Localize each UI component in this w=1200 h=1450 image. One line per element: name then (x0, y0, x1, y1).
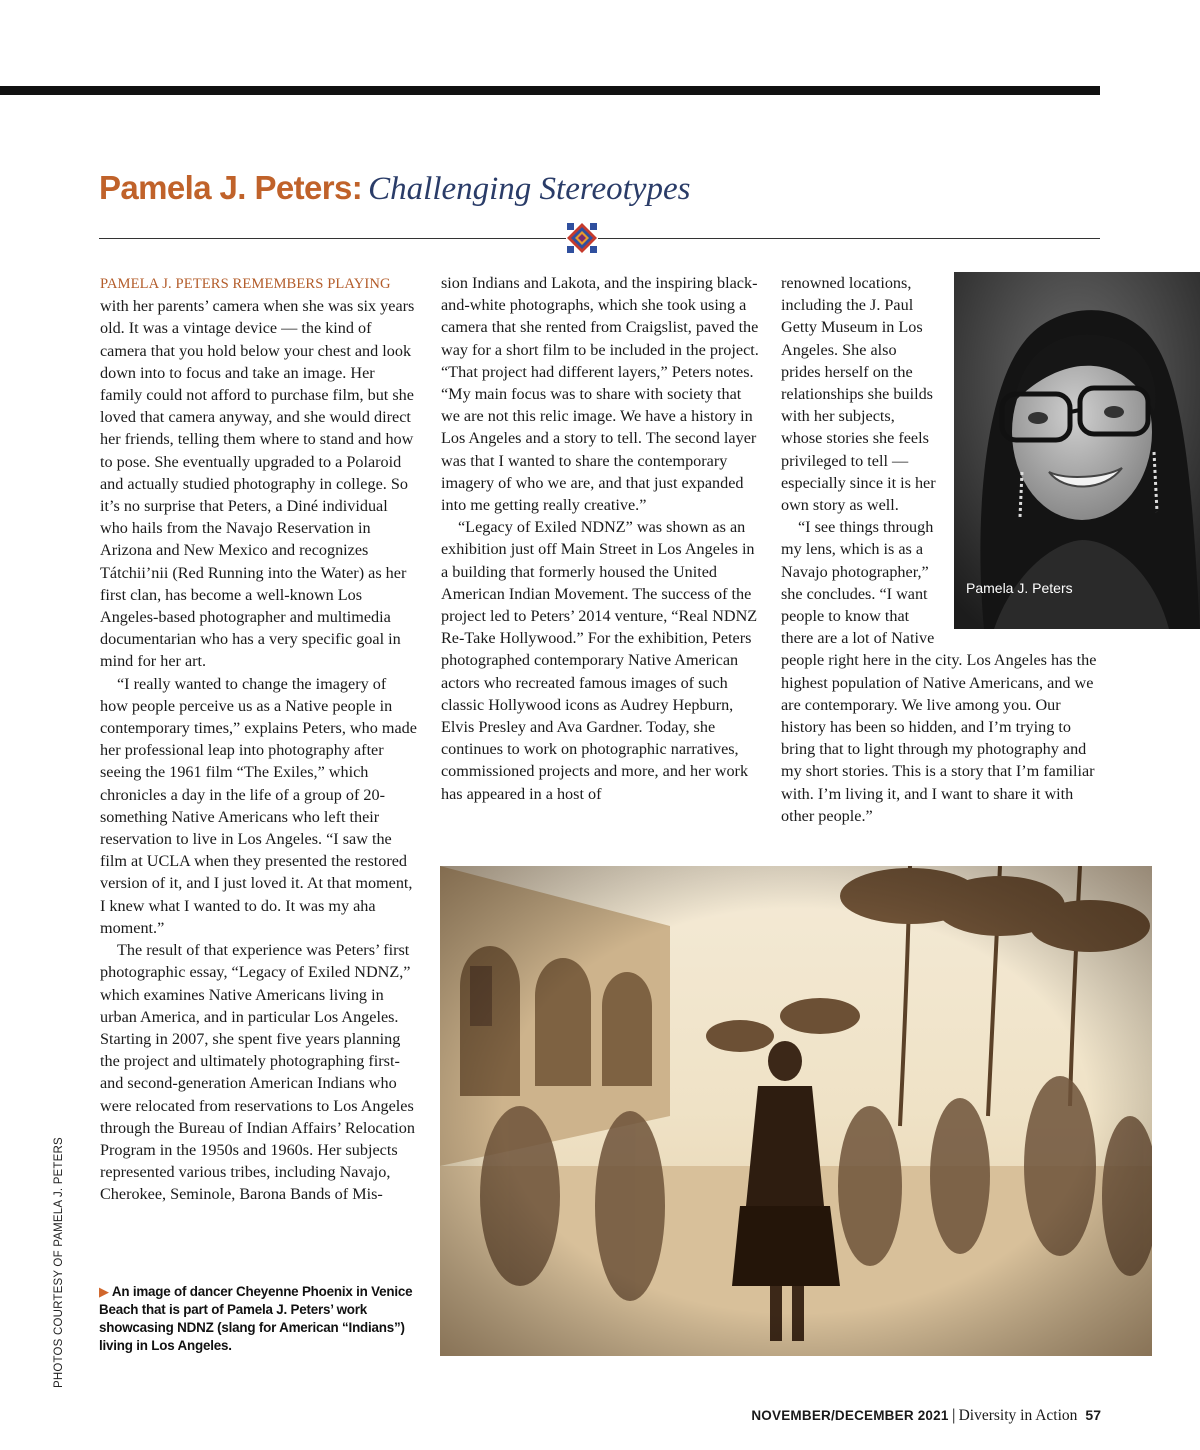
col2-paragraph-1: sion Indians and Lakota, and the inspiring black-and-white photographs, which she took using a camera that she rented from Craigslist, paved the way for a short film to be included in the project. “That project had different layers,” Peters notes. “My main focus was to share with society that we are not this relic image. We have a history in Los Angeles and a story to tell. The second layer was that I wanted to share the contemporary imagery of who we are, and that just expanded into me getting really creative.” (441, 274, 759, 515)
title-rule (99, 238, 1100, 239)
col1-paragraph-3: The result of that experience was Peters’ first photographic essay, “Legacy of Exiled NDNZ,” which examines Native Americans living in urban America, and in particular Los Angeles. Starting in 2007, she spent five years planning the project and ultimately photographing first- and second-generation American Indians who were relocated from reservations to Los Angeles through the Bureau of Indian Affairs’ Relocation Program in the 1950s and 1960s. Her subjects represented various tribes, including Navajo, Cherokee, Seminole, Barona Bands of Mis- (100, 941, 415, 1204)
col3-paragraph-1: renowned locations, including the J. Paul Getty Museum in Los Angeles. She also prides herself on the relationships she builds with her subjects, whose stories she feels privileged to tell — especially since it is her own story as well. (781, 274, 936, 515)
photo-caption-text: An image of dancer Cheyenne Phoenix in Venice Beach that is part of Pamela J. Peters’ work showcasing NDNZ (slang for American “Indians”) living in Los Angeles. (99, 1284, 413, 1353)
article-column-1 (100, 272, 418, 1206)
footer-separator: | (951, 1407, 956, 1424)
col1-paragraph-2: “I really wanted to change the imagery of how people perceive us as a Native people in contemporary times,” explains Peters, who made her professional leap into photography after seeing the 1961 film “The Exiles,” which chronicles a day in the life of a group of 20-something Native Americans who left their reservation to live in Los Angeles. “I saw the film at UCLA when they presented the restored version of it, and I just loved it. At that moment, I knew what I wanted to do. It was my aha moment.” (100, 674, 417, 937)
ornament-icon (566, 222, 598, 254)
footer-issue: NOVEMBER/DECEMBER 2021 (751, 1408, 949, 1423)
title-name: Pamela J. Peters: (99, 169, 363, 206)
footer-magazine: Diversity in Action (958, 1407, 1078, 1424)
article-title (99, 166, 690, 211)
photo-caption (99, 1283, 417, 1355)
photo-credit: PHOTOS COURTESY OF PAMELA J. PETERS (53, 1137, 65, 1388)
article-column-2 (441, 272, 759, 805)
page-footer (751, 1407, 1101, 1425)
caption-marker-icon: ▶ (99, 1284, 109, 1299)
top-rule (0, 86, 1100, 95)
portrait-caption: Pamela J. Peters (966, 580, 1073, 596)
title-subtitle: Challenging Stereotypes (368, 171, 691, 207)
lead-in: PAMELA J. PETERS REMEMBERS PLAYING (100, 276, 391, 292)
portrait-photo (954, 272, 1200, 629)
col3-paragraph-2: “I see things through my lens, which is as a Navajo photographer,” she concludes. “I want people to know that there are a lot of Native people right here in the city. Los Angeles has the highest population of Native Americans, and we are contemporary. We live among you. Our history has been so hidden, and I’m trying to bring that to light through my photography and my short stories. This is a story that I’m familiar with. I’m living it, and I want to share it with other people.” (781, 518, 1097, 825)
page-number: 57 (1085, 1407, 1101, 1423)
venice-beach-photo (440, 866, 1152, 1356)
col2-paragraph-2: “Legacy of Exiled NDNZ” was shown as an exhibition just off Main Street in Los Angeles in a building that formerly housed the United American Indian Movement. The success of the project led to Peters’ 2014 venture, “Real NDNZ Re-Take Hollywood.” For the exhibition, Peters photographed contemporary Native American actors who recreated famous images of such classic Hollywood icons as Audrey Hepburn, Elvis Presley and Ava Gardner. Today, she continues to work on photographic narratives, commissioned projects and more, and her work has appeared in a host of (441, 518, 758, 803)
col1-paragraph-1: with her parents’ camera when she was six years old. It was a vintage device — the kind of camera that you hold below your chest and look down into to focus and take an image. Her family could not afford to purchase film, but she loved that camera anyway, and she would direct her friends, telling them where to stand and how to pose. She eventually upgraded to a Polaroid and actually studied photography in college. So it’s no surprise that Peters, a Diné individual who hails from the Navajo Reservation in Arizona and New Mexico and recognizes Tátchii’nii (Red Running into the Water) as her first clan, has become a well-known Los Angeles-based photographer and multimedia documentarian who has a very specific goal in mind for her art. (100, 297, 415, 671)
